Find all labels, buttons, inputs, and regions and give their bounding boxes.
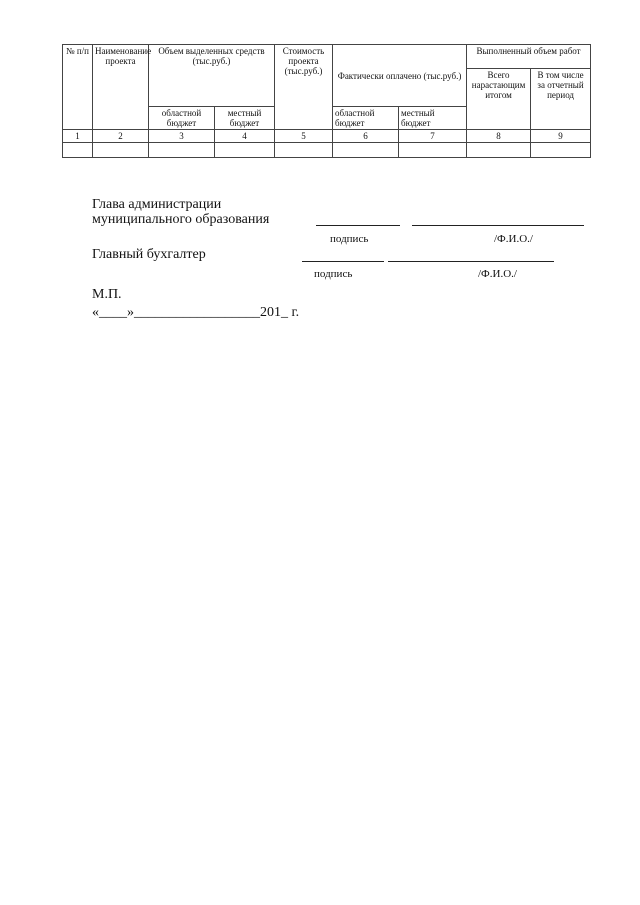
accountant-fio-line bbox=[388, 261, 554, 262]
empty-cell bbox=[275, 143, 333, 158]
header-num: № п/п bbox=[63, 45, 93, 130]
seal-mark: М.П. bbox=[92, 287, 122, 302]
col-num-cell: 4 bbox=[215, 130, 275, 143]
empty-cell bbox=[531, 143, 591, 158]
header-paid-local: местный бюджет bbox=[399, 107, 467, 130]
accountant-fio-caption: /Ф.И.О./ bbox=[478, 268, 517, 280]
col-num-cell: 8 bbox=[467, 130, 531, 143]
head-signature-caption: подпись bbox=[330, 233, 369, 245]
header-paid-regional: областной бюджет bbox=[333, 107, 399, 130]
accountant-signature-caption: подпись bbox=[314, 268, 353, 280]
header-work-total: Всего нарастающим итогом bbox=[467, 69, 531, 130]
col-num-cell: 9 bbox=[531, 130, 591, 143]
empty-cell bbox=[333, 143, 399, 158]
empty-cell bbox=[149, 143, 215, 158]
col-num-cell: 5 bbox=[275, 130, 333, 143]
col-num-cell: 2 bbox=[93, 130, 149, 143]
head-fio-caption: /Ф.И.О./ bbox=[494, 233, 533, 245]
col-num-cell: 6 bbox=[333, 130, 399, 143]
report-table bbox=[62, 44, 591, 158]
col-num-cell: 1 bbox=[63, 130, 93, 143]
header-allocated-local: местный бюджет bbox=[215, 107, 275, 130]
accountant-signature-line bbox=[302, 261, 384, 262]
header-allocated: Объем выделенных средств (тыс.руб.) bbox=[149, 45, 275, 107]
column-number-row bbox=[63, 130, 591, 143]
date-line: «____»__________________201_ г. bbox=[92, 305, 300, 320]
header-work: Выполненный объем работ bbox=[467, 45, 591, 69]
header-paid: Фактически оплачено (тыс.руб.) bbox=[333, 45, 467, 107]
header-allocated-regional: областной бюджет bbox=[149, 107, 215, 130]
accountant-title: Главный бухгалтер bbox=[92, 247, 206, 262]
header-work-period: В том числе за отчетный период bbox=[531, 69, 591, 130]
empty-cell bbox=[467, 143, 531, 158]
header-name: Наименование проекта bbox=[93, 45, 149, 130]
empty-cell bbox=[93, 143, 149, 158]
head-title-line2: муниципального образования bbox=[92, 212, 270, 227]
header-cost: Стоимость проекта (тыс.руб.) bbox=[275, 45, 333, 130]
col-num-cell: 7 bbox=[399, 130, 467, 143]
empty-cell bbox=[399, 143, 467, 158]
head-signature-line bbox=[316, 225, 400, 226]
head-fio-line bbox=[412, 225, 584, 226]
head-title-line1: Глава администрации bbox=[92, 197, 222, 212]
empty-cell bbox=[215, 143, 275, 158]
col-num-cell: 3 bbox=[149, 130, 215, 143]
empty-data-row bbox=[63, 143, 591, 158]
empty-cell bbox=[63, 143, 93, 158]
